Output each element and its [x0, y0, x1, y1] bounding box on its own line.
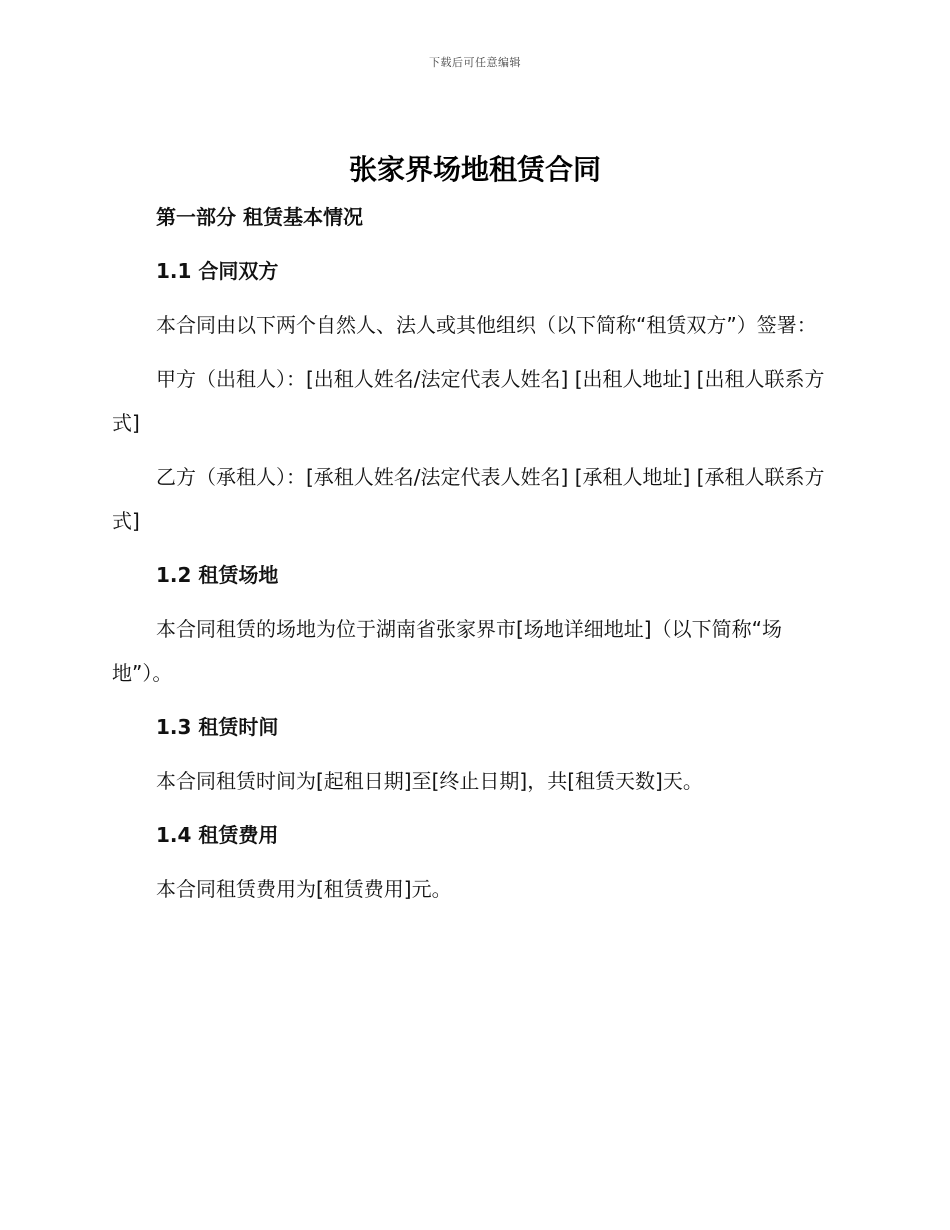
section-heading-1-2: 1.2 租赁场地	[156, 563, 279, 587]
party-b-info: 乙方（承租人）：[承租人姓名/法定代表人姓名] [承租人地址] [承租人联系方式]	[112, 465, 825, 533]
section-heading-1-3: 1.3 租赁时间	[156, 715, 279, 739]
part-title: 第一部分 租赁基本情况	[156, 205, 363, 229]
section-heading-1-4: 1.4 租赁费用	[156, 823, 279, 847]
party-a-info: 甲方（出租人）：[出租人姓名/法定代表人姓名] [出租人地址] [出租人联系方式]	[112, 367, 825, 435]
section-1-4-text: 本合同租赁费用为[租赁费用]元。	[156, 877, 452, 901]
section-1-2-text: 本合同租赁的场地为位于湖南省张家界市[场地详细地址]（以下简称“场地”）。	[112, 617, 782, 685]
section-1-3-text: 本合同租赁时间为[起租日期]至[终止日期]，共[租赁天数]天。	[156, 769, 703, 793]
document-body	[112, 195, 830, 921]
section-heading-1-1: 1.1 合同双方	[156, 259, 279, 283]
header-note: 下载后可任意编辑	[429, 56, 521, 69]
document-title: 张家界场地租赁合同	[348, 153, 601, 186]
section-1-1-intro: 本合同由以下两个自然人、法人或其他组织（以下简称“租赁双方”）签署：	[156, 313, 817, 337]
